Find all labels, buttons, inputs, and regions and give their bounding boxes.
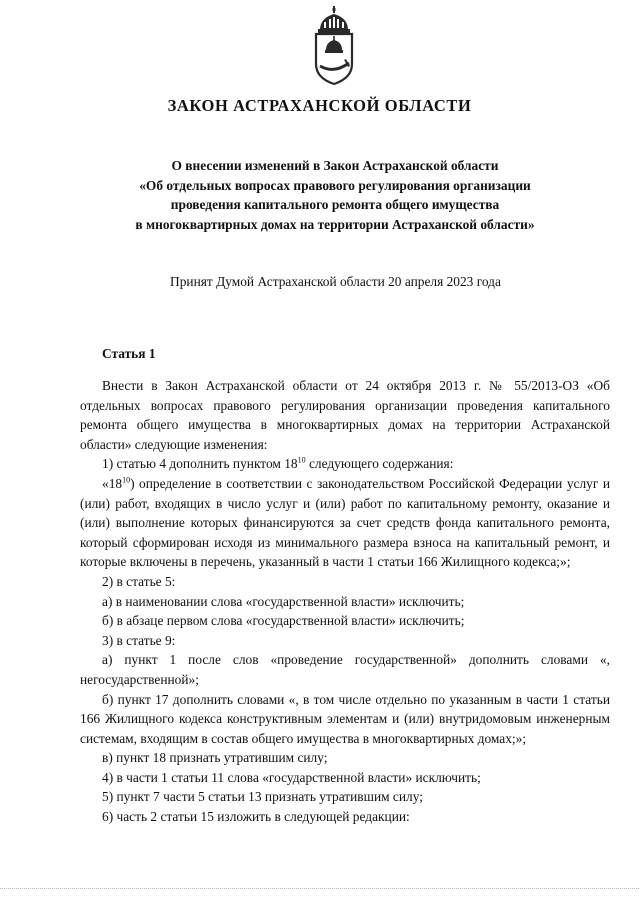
article-paragraph: б) в абзаце первом слова «государственной власти» исключить; bbox=[102, 613, 465, 629]
paragraph-text: 1) статью 4 дополнить пунктом 18 bbox=[102, 456, 298, 472]
superscript: 10 bbox=[122, 475, 131, 485]
astrakhan-coat-of-arms-icon bbox=[302, 6, 366, 90]
paragraph-text: «18 bbox=[102, 475, 123, 491]
adoption-line: Принят Думой Астраханской области 20 апреля 2023 года bbox=[170, 274, 501, 289]
article-paragraph bbox=[80, 474, 610, 572]
article-paragraph: 3) в статье 9: bbox=[102, 632, 176, 648]
article-body bbox=[80, 376, 610, 827]
article-paragraph: а) пункт 1 после слов «проведение государственной» дополнить словами «, негосударственной»; bbox=[80, 652, 610, 687]
subtitle-line: проведения капитального ремонта общего имущества bbox=[170, 197, 500, 212]
article-paragraph bbox=[80, 454, 610, 474]
law-title: ЗАКОН АСТРАХАНСКОЙ ОБЛАСТИ bbox=[167, 96, 472, 115]
article-paragraph: 4) в части 1 статьи 11 слова «государственной власти» исключить; bbox=[102, 769, 481, 785]
article-paragraph: в) пункт 18 признать утратившим силу; bbox=[102, 750, 328, 766]
article-paragraph: б) пункт 17 дополнить словами «, в том числе отдельно по указанным в части 1 статьи 166 Жилищного кодекса конструктивным элементам и (или) внутридомовым инженерным системам, входящим в состав общего имущества в многоквартирных домах;»; bbox=[80, 691, 610, 746]
paragraph-text: следующего содержания: bbox=[305, 456, 454, 472]
article-paragraph: 6) часть 2 статьи 15 изложить в следующей редакции: bbox=[102, 809, 410, 825]
article-paragraph: Внести в Закон Астраханской области от 24 октября 2013 г. № 55/2013-ОЗ «Об отдельных вопросах правового регулирования организации проведения капитального ремонта общего имущества в многоквартирных домах на территории Астраханской области» следующие изменения: bbox=[80, 378, 610, 452]
article-paragraph: а) в наименовании слова «государственной власти» исключить; bbox=[102, 593, 465, 609]
subtitle-line: в многоквартирных домах на территории Астраханской области» bbox=[135, 216, 535, 232]
subtitle-line: «Об отдельных вопросах правового регулирования организации bbox=[139, 177, 531, 193]
subtitle-line: О внесении изменений в Закон Астраханской области bbox=[171, 158, 499, 173]
article-paragraph: 2) в статье 5: bbox=[102, 573, 176, 589]
article-heading: Статья 1 bbox=[102, 346, 156, 361]
article-paragraph: 5) пункт 7 части 5 статьи 13 признать утратившим силу; bbox=[102, 789, 423, 805]
paragraph-text: ) определение в соответствии с законодательством Российской Федерации услуг и (или) работ, входящих в число услуг и (или) работ по капитальному ремонту, оказание и (или) выполнение которых финансируются за счет средств фонда капитального ремонта, который сформирован исходя из минимального размера взноса на капитальный ремонт, и которые включены в перечень, указанный в части 1 статьи 166 Жилищного кодекса;»; bbox=[80, 475, 610, 570]
law-subtitle bbox=[90, 156, 580, 234]
page-bottom-divider bbox=[0, 888, 639, 889]
superscript: 10 bbox=[297, 455, 306, 465]
